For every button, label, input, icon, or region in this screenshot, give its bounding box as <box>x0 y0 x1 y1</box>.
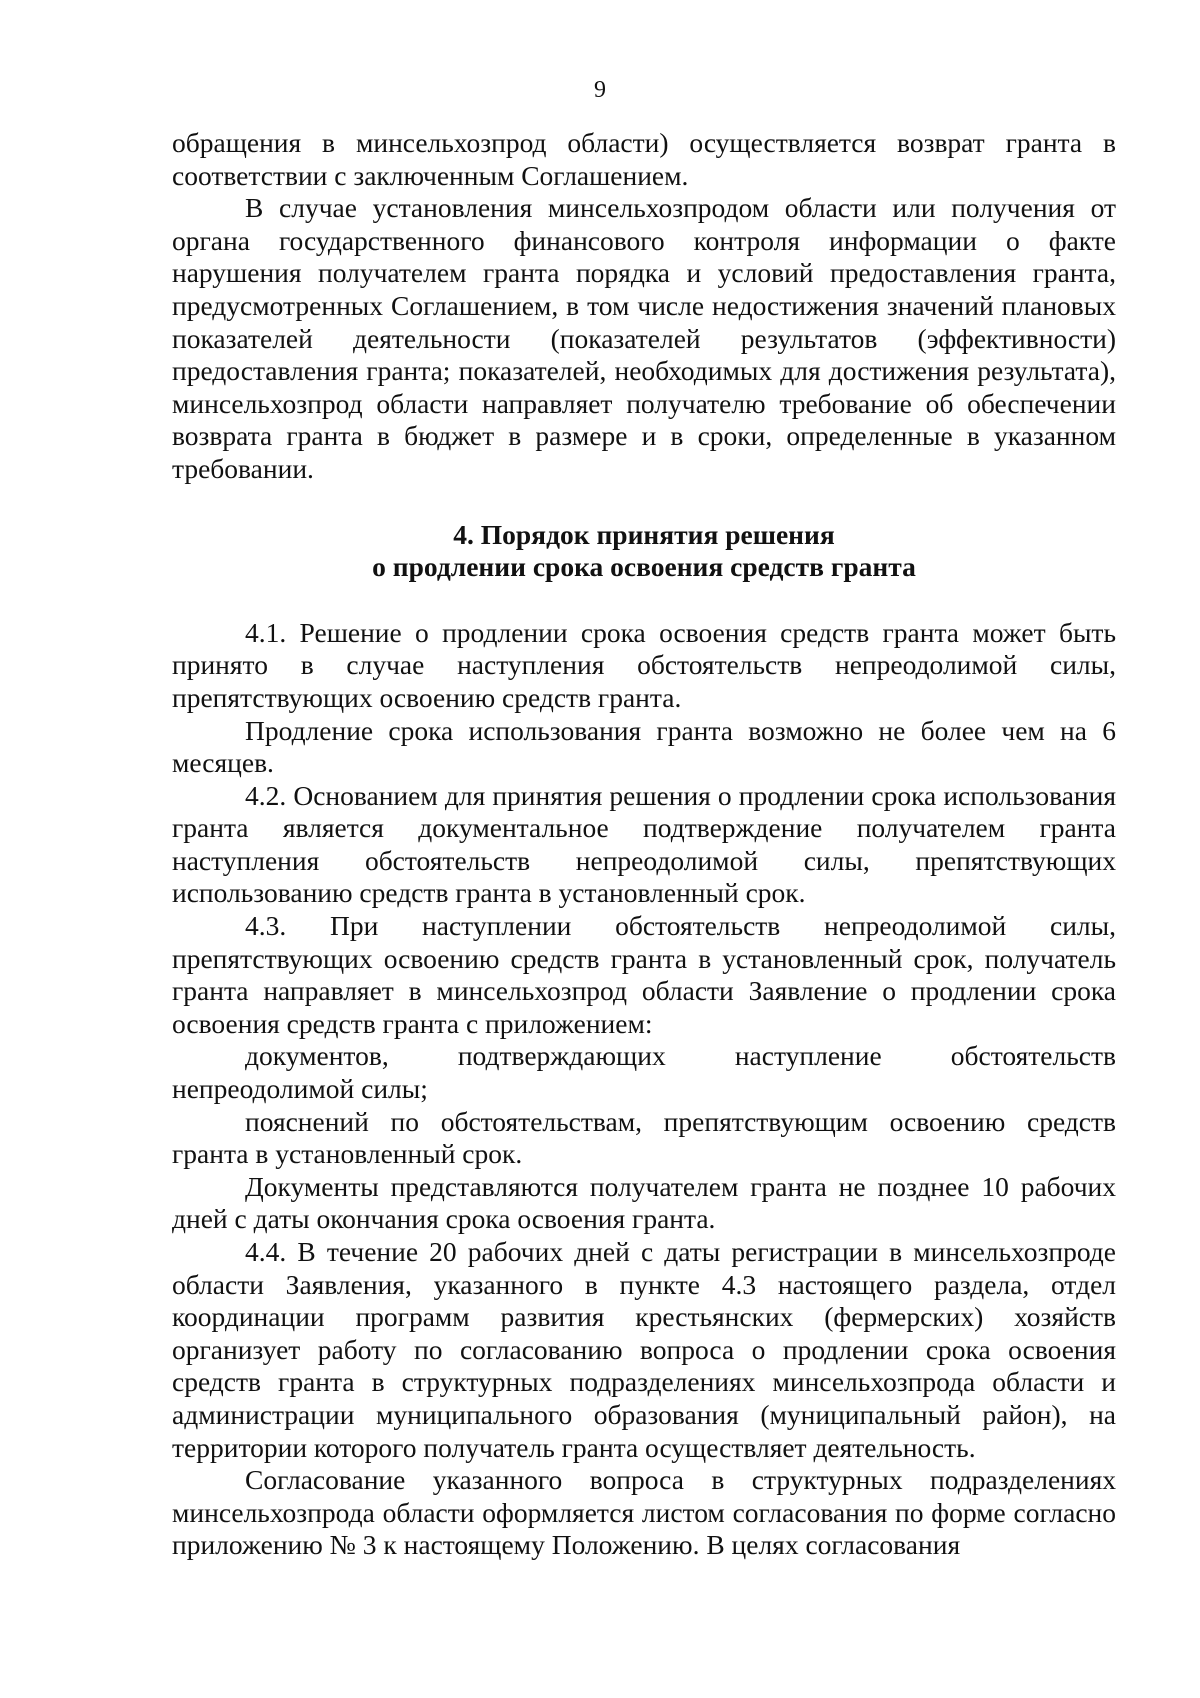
paragraph-4-1: 4.1. Решение о продлении срока освоения средств гранта может быть принято в случае наступления обстоятельств непреодолимой силы, препятствующих освоению средств гранта. <box>172 616 1116 713</box>
paragraph-continuation: обращения в минсельхозпрод области) осуществляется возврат гранта в соответствии с заключенным Соглашением. <box>172 127 1116 191</box>
paragraph-extension-period: Продление срока использования гранта возможно не более чем на 6 месяцев. <box>172 714 1116 779</box>
paragraph-4-2: 4.2. Основанием для принятия решения о продлении срока использования гранта является документальное подтверждение получателем гранта наступления обстоятельств непреодолимой силы, препятствующих использованию средств гранта в установленный срок. <box>172 779 1116 909</box>
paragraph-approval-sheet: Согласование указанного вопроса в структурных подразделениях минсельхозпрода области оформляется листом согласования по форме согласно приложению № 3 к настоящему Положению. В целях согласования <box>172 1464 1116 1561</box>
paragraph-explanations-list-item: пояснений по обстоятельствам, препятствующим освоению средств гранта в установленный срок. <box>172 1105 1116 1170</box>
section-heading-line-1: 4. Порядок принятия решения <box>453 518 835 550</box>
paragraph-grant-return-requirement: В случае установления минсельхозпродом области или получения от органа государственного финансового контроля информации о факте нарушения получателем гранта порядка и условий предоставления гранта, предусмотренных Соглашением, в том числе недостижения значений плановых показателей деятельности (показателей результатов (эффективности) предоставления гранта; показателей, необходимых для достижения результата), минсельхозпрод области направляет получателю требование об обеспечении возврата гранта в бюджет в размере и в сроки, определенные в указанном требовании. <box>172 192 1116 484</box>
section-heading <box>172 519 1116 584</box>
paragraph-documents-list-item: документов, подтверждающих наступление обстоятельств непреодолимой силы; <box>172 1040 1116 1105</box>
paragraph-4-3: 4.3. При наступлении обстоятельств непреодолимой силы, препятствующих освоению средств гранта в установленный срок, получатель гранта направляет в минсельхозпрод области Заявление о продлении срока освоения средств гранта с приложением: <box>172 910 1116 1039</box>
page-number: 9 <box>594 77 606 103</box>
section-heading-line-2: о продлении срока освоения средств гранта <box>372 551 916 583</box>
paragraph-submission-deadline: Документы представляются получателем гранта не позднее 10 рабочих дней с даты окончания срока освоения гранта. <box>172 1170 1116 1235</box>
document-body <box>172 127 1116 1562</box>
paragraph-4-4: 4.4. В течение 20 рабочих дней с даты регистрации в минсельхозпроде области Заявления, указанного в пункте 4.3 настоящего раздела, отдел координации программ развития крестьянских (фермерских) хозяйств организует работу по согласованию вопроса о продлении срока освоения средств гранта в структурных подразделениях минсельхозпрода области и администрации муниципального образования (муниципальный район), на территории которого получатель гранта осуществляет деятельность. <box>172 1236 1116 1463</box>
